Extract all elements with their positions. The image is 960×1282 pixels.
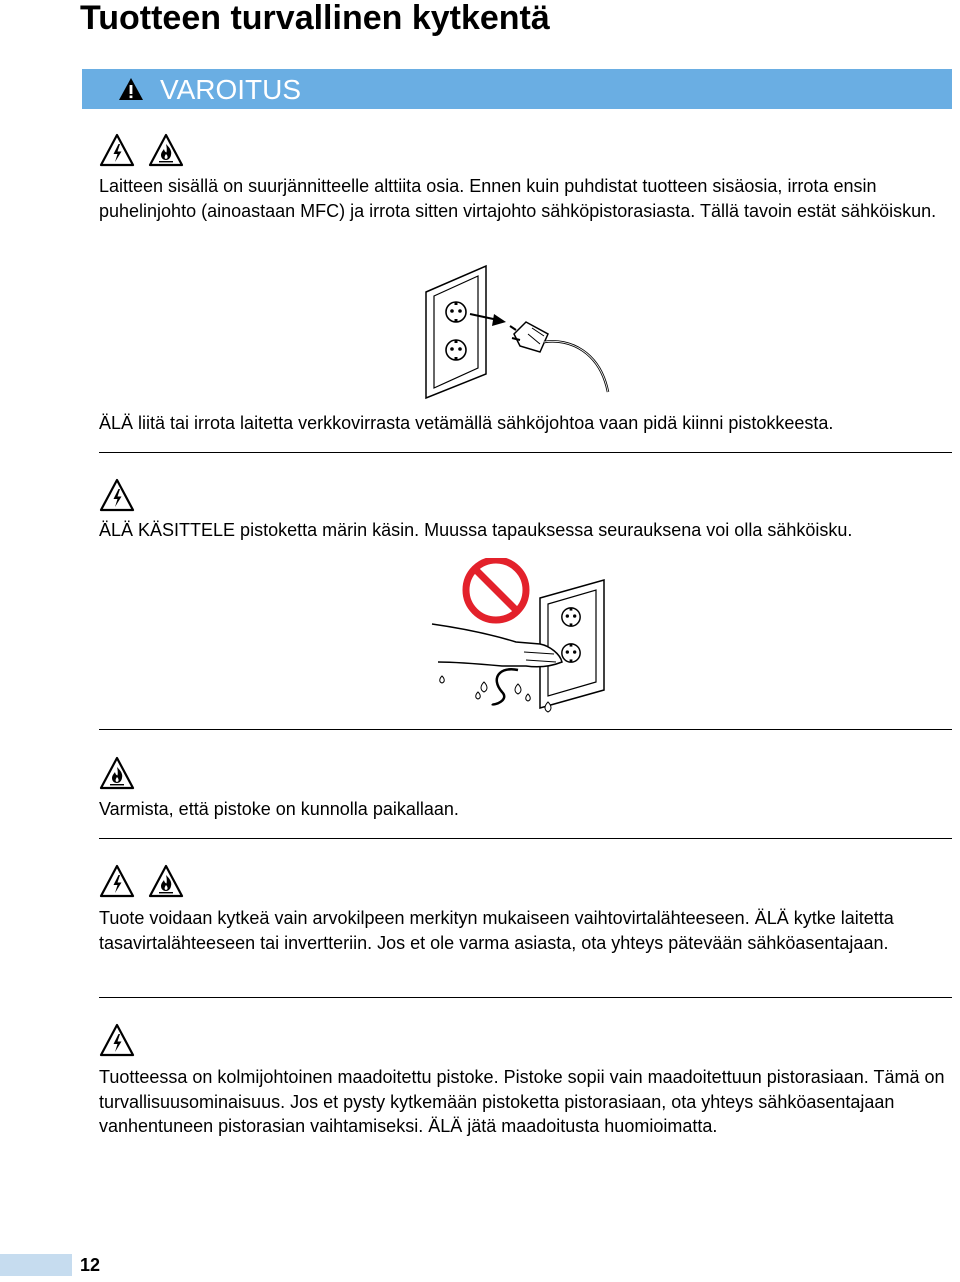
warning-text-grounded-plug: Tuotteessa on kolmijohtoinen maadoitettu pistoke. Pistoke sopii vain maadoitettuun pistorasiaan. Tämä on turvallisuusominaisuus. Jos et pysty kytkemään pistoketta pistorasiaan, ota yhteys sähköasentajaan vanhentuneen pistorasian vaihtamiseksi. ÄLÄ jätä maadoitusta huomioimatta. [99,1067,945,1136]
electric-shock-icon [99,864,135,898]
warning-banner [82,69,952,109]
warning-text-high-voltage: Laitteen sisällä on suurjännitteelle alttiita osia. Ennen kuin puhdistat tuotteen sisäosia, irrota ensin puhelinjohto (ainoastaan MFC) ja irrota sitten virtajohto sähköpistorasiasta. Tällä tavoin estät sähköiskun. [99,176,937,221]
warning-text-plug-secure: Varmista, että pistoke on kunnolla paikallaan. [99,799,459,819]
divider [99,997,952,998]
wet-hands-prohibited-illustration [430,558,610,718]
fire-hazard-icon [148,133,184,167]
warning-text-wet-hands: ÄLÄ KÄSITTELE pistoketta märin käsin. Muussa tapauksessa seurauksena voi olla sähköisku. [99,520,853,540]
unplug-illustration [420,262,620,400]
warning-banner-label: VAROITUS [160,74,302,105]
page-title: Tuotteen turvallinen kytkentä [80,0,550,37]
warning-triangle-icon [118,77,144,101]
divider [99,838,952,839]
electric-shock-icon [99,1023,135,1057]
unplug-caption: ÄLÄ liitä tai irrota laitetta verkkovirrasta vetämällä sähköjohtoa vaan pidä kiinni pistokkeesta. [99,413,834,433]
divider [99,452,952,453]
warning-text-ac-power: Tuote voidaan kytkeä vain arvokilpeen merkityn mukaiseen vaihtovirtalähteeseen. ÄLÄ kytke laitetta tasavirtalähteeseen tai invertteriin. Jos et ole varma asiasta, ota yhteys pätevään sähköasentajaan. [99,908,894,953]
page-number-tab [0,1254,72,1276]
fire-hazard-icon [148,864,184,898]
electric-shock-icon [99,478,135,512]
page-number: 12 [80,1255,101,1275]
fire-hazard-icon [99,756,135,790]
divider [99,729,952,730]
electric-shock-icon [99,133,135,167]
